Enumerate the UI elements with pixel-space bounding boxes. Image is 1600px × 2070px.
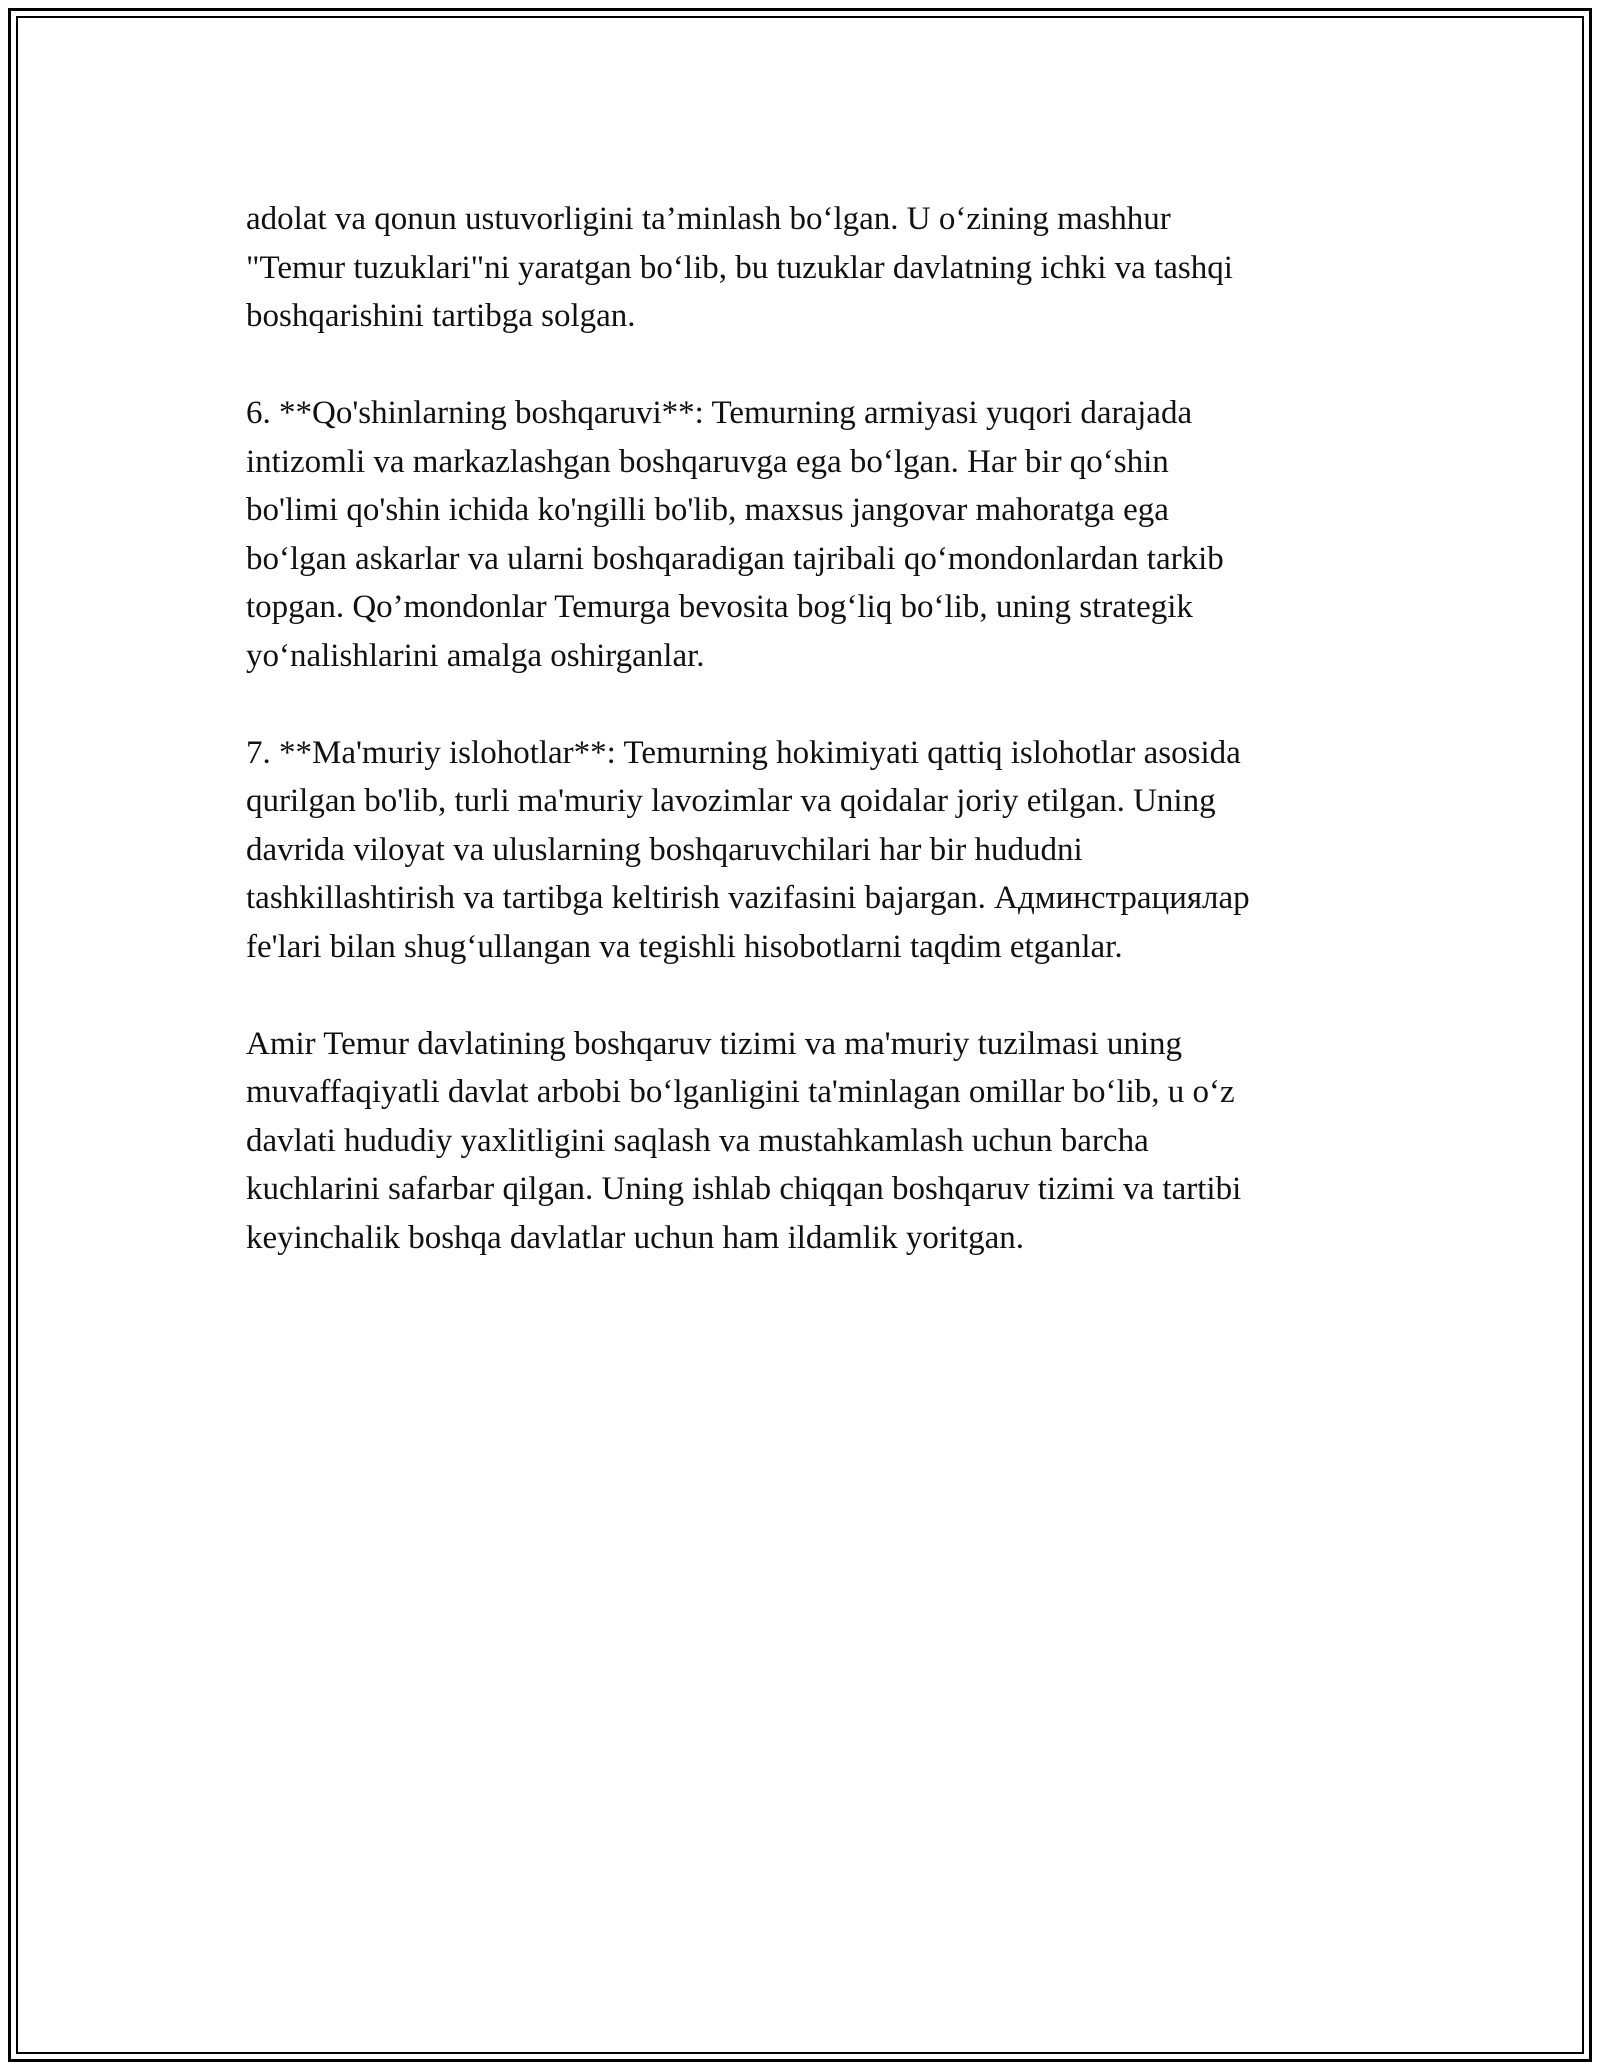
text-line: bo'limi qo'shin ichida ko'ngilli bo'lib, maxsus jangovar mahoratga ega [246, 492, 1169, 528]
paragraph-conclusion [246, 1020, 1376, 1263]
text-line: qurilgan bo'lib, turli ma'muriy lavozimlar va qoidalar joriy etilgan. Uning [246, 783, 1216, 819]
page-border [8, 8, 1592, 2062]
paragraph-item-6 [246, 389, 1376, 680]
text-line: boshqarishini tartibga solgan. [246, 298, 636, 334]
text-line: Amir Temur davlatining boshqaruv tizimi va ma'muriy tuzilmasi uning [246, 1025, 1183, 1062]
text-line: muvaffaqiyatli davlat arbobi bo‘lganligini ta'minlagan omillar bo‘lib, u o‘z [246, 1074, 1235, 1110]
paragraph-continuation [246, 195, 1376, 341]
text-line: kuchlarini safarbar qilgan. Uning ishlab chiqqan boshqaruv tizimi va tartibi [246, 1171, 1242, 1207]
text-line: intizomli va markazlashgan boshqaruvga ega bo‘lgan. Har bir qo‘shin [246, 443, 1169, 480]
text-line: davrida viloyat va uluslarning boshqaruvchilari har bir hududni [246, 831, 1083, 868]
text-line: keyinchalik boshqa davlatlar uchun ham ildamlik yoritgan. [246, 1219, 1025, 1256]
text-line: tashkillashtirish va tartibga keltirish vazifasini bajargan. Админстрациялар [246, 880, 1250, 916]
document-body [246, 195, 1376, 1311]
text-line: "Temur tuzuklari"ni yaratgan bo‘lib, bu tuzuklar davlatning ichki va tashqi [246, 249, 1233, 286]
text-line: adolat va qonun ustuvorligini ta’minlash bo‘lgan. U o‘zining mashhur [246, 201, 1171, 237]
text-line: bo‘lgan askarlar va ularni boshqaradigan tajribali qo‘mondonlardan tarkib [246, 540, 1224, 577]
text-line: fe'lari bilan shug‘ullangan va tegishli hisobotlarni taqdim etganlar. [246, 928, 1123, 965]
text-line: topgan. Qo’mondonlar Temurga bevosita bog‘liq bo‘lib, uning strategik [246, 589, 1193, 625]
paragraph-item-7 [246, 729, 1376, 972]
text-line: 6. **Qo'shinlarning boshqaruvi**: Temurning armiyasi yuqori darajada [246, 395, 1193, 431]
text-line: davlati hududiy yaxlitligini saqlash va mustahkamlash uchun barcha [246, 1122, 1149, 1159]
text-line: 7. **Ma'muriy islohotlar**: Temurning hokimiyati qattiq islohotlar asosida [246, 734, 1241, 771]
text-line: yo‘nalishlarini amalga oshirganlar. [246, 637, 705, 674]
